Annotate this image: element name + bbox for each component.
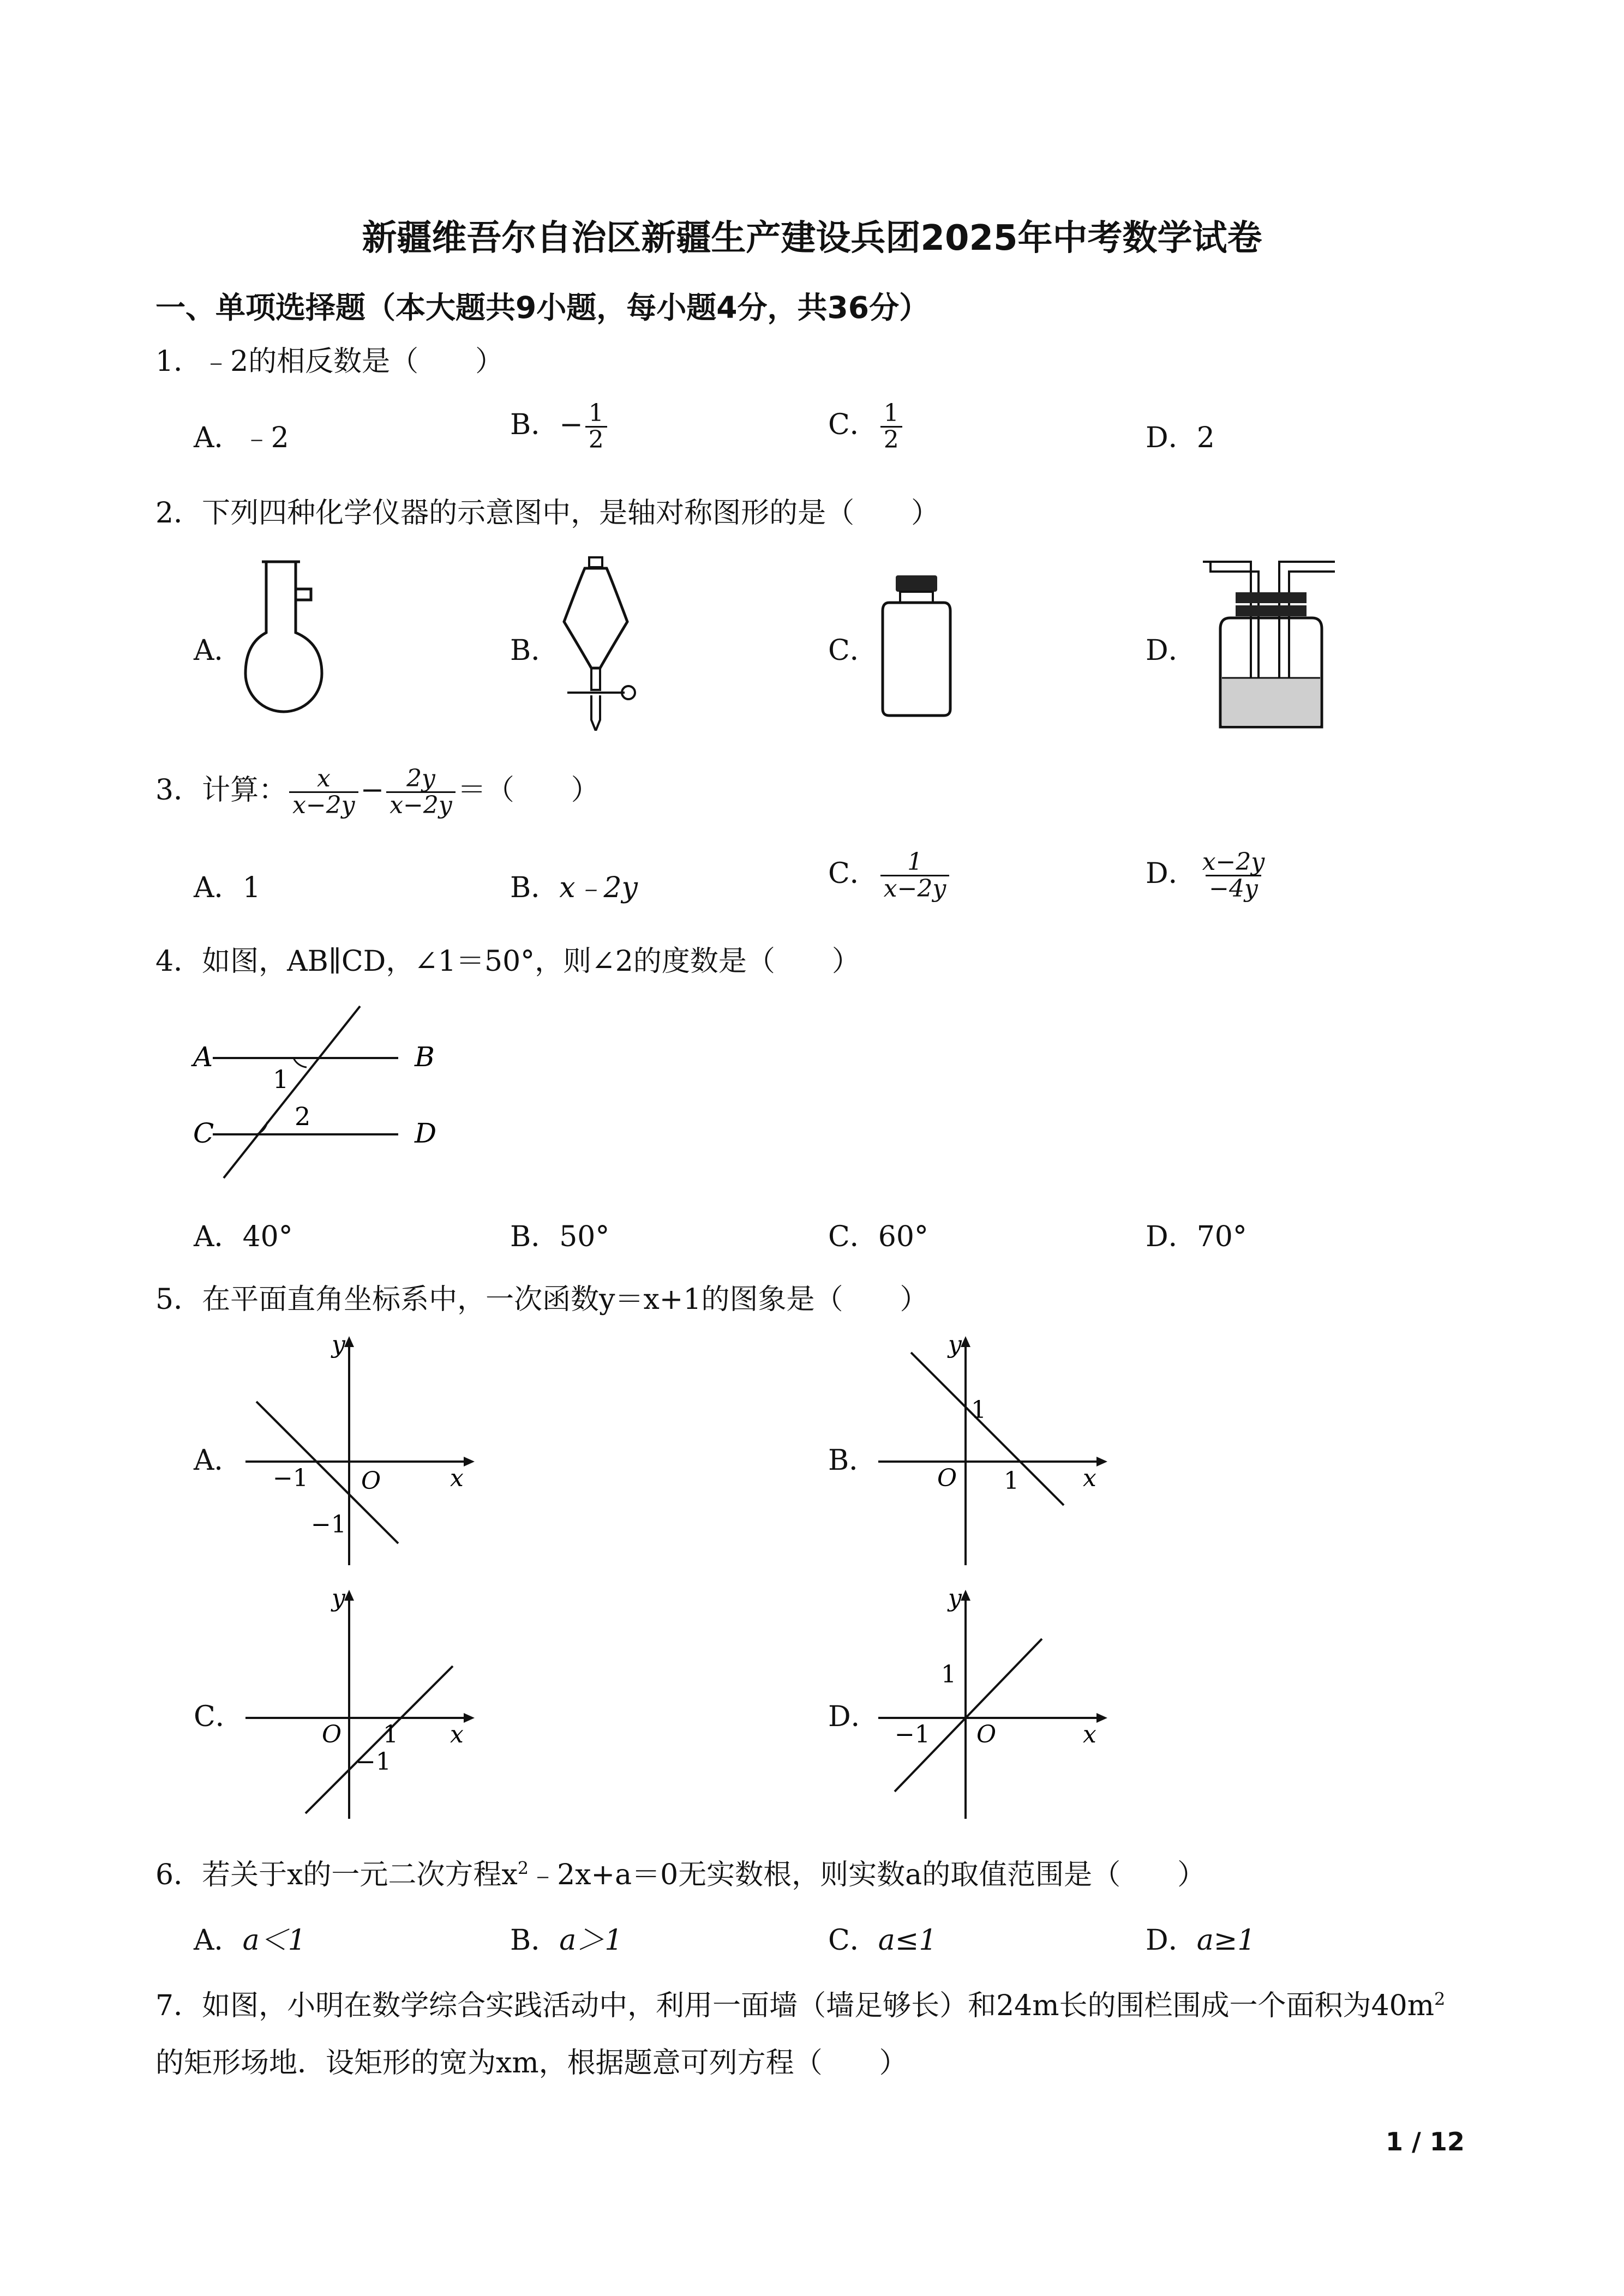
q3-option-b: B．x﹣2y bbox=[510, 871, 638, 904]
q6-option-d: D．a≥1 bbox=[1146, 1924, 1256, 1957]
separatory-funnel-figure bbox=[546, 556, 655, 731]
question-4-stem: 4．如图，AB∥CD，∠1＝50°，则∠2的度数是（ ） bbox=[155, 945, 860, 978]
q2-label-d: D． bbox=[1146, 634, 1197, 667]
q5-label-b: B． bbox=[828, 1444, 878, 1477]
q3-option-c: C． $\frac{1}{x-2y}$ bbox=[828, 850, 951, 901]
q4-option-b: B．50° bbox=[510, 1221, 610, 1253]
question-3-stem: 3．计算： $\frac{x}{x-2y}$ − $\frac{2y}{x-2y}$ ＝（ ） bbox=[155, 765, 600, 820]
q6-option-b: B．a＞1 bbox=[510, 1924, 623, 1957]
q6-option-c: C．a≤1 bbox=[828, 1924, 937, 1957]
svg-text:−1: −1 bbox=[311, 1511, 346, 1538]
round-flask-figure bbox=[235, 556, 344, 720]
q3-option-d: D． $\frac{x-2y}{-4y}$ bbox=[1146, 848, 1265, 903]
q6-option-a: A．a＜1 bbox=[194, 1924, 306, 1957]
q3-option-a: A．1 bbox=[194, 871, 261, 904]
svg-text:O: O bbox=[322, 1721, 342, 1748]
q1-option-d: D．2 bbox=[1146, 422, 1215, 454]
graph-a bbox=[240, 1331, 480, 1571]
page-title: 新疆维吾尔自治区新疆生产建设兵团2025年中考数学试卷 bbox=[362, 218, 1262, 259]
q1-option-b: B．− $\frac{1}{2}$ bbox=[510, 401, 609, 453]
angle-2-label: 2 bbox=[295, 1102, 311, 1131]
graph-c bbox=[240, 1584, 480, 1824]
question-7-line-1: 7．如图，小明在数学综合实践活动中，利用一面墙（墙足够长）和24m长的围栏围成一个面积为$40m^2$ bbox=[155, 1988, 1446, 2022]
question-1-stem: 1．﹣2的相反数是（ ） bbox=[155, 345, 504, 378]
svg-text:O: O bbox=[976, 1721, 997, 1748]
svg-text:1: 1 bbox=[383, 1721, 398, 1748]
q5-label-a: A． bbox=[194, 1444, 243, 1477]
question-2-stem: 2．下列四种化学仪器的示意图中，是轴对称图形的是（ ） bbox=[155, 497, 940, 530]
svg-text:1: 1 bbox=[971, 1396, 986, 1424]
section-heading: 一、单项选择题（本大题共9小题，每小题4分，共36分） bbox=[155, 290, 930, 325]
point-a-label: A bbox=[193, 1041, 213, 1073]
svg-text:1: 1 bbox=[1004, 1467, 1019, 1495]
graph-d bbox=[873, 1584, 1113, 1824]
q2-label-b: B． bbox=[510, 634, 560, 667]
svg-text:y: y bbox=[948, 1331, 962, 1359]
q4-option-a: A．40° bbox=[194, 1221, 293, 1253]
q4-option-c: C．60° bbox=[828, 1221, 928, 1253]
q1-option-c: C． $\frac{1}{2}$ bbox=[828, 401, 904, 453]
q1-option-a: A．﹣2 bbox=[194, 422, 289, 454]
svg-text:x: x bbox=[1083, 1464, 1096, 1492]
q2-label-a: A． bbox=[194, 634, 243, 667]
gas-washing-bottle-figure bbox=[1197, 555, 1339, 735]
svg-text:−1: −1 bbox=[273, 1464, 308, 1492]
graph-b bbox=[873, 1331, 1113, 1571]
question-7-line-2: 的矩形场地．设矩形的宽为xm，根据题意可列方程（ ） bbox=[155, 2047, 908, 2079]
svg-text:y: y bbox=[948, 1584, 962, 1612]
point-d-label: D bbox=[415, 1117, 437, 1149]
point-b-label: B bbox=[415, 1041, 435, 1073]
svg-text:−1: −1 bbox=[895, 1721, 930, 1748]
parallel-lines-figure bbox=[191, 1001, 442, 1186]
question-6-stem: 6．若关于x的一元二次方程$x^2﹣2x+a=0$无实数根，则实数a的取值范围是（ ） bbox=[155, 1858, 1206, 1891]
svg-text:O: O bbox=[361, 1467, 381, 1495]
svg-text:x: x bbox=[1083, 1721, 1096, 1748]
svg-text:x: x bbox=[450, 1721, 464, 1748]
angle-1-label: 1 bbox=[273, 1065, 289, 1094]
svg-text:O: O bbox=[937, 1464, 957, 1492]
svg-text:x: x bbox=[450, 1464, 464, 1492]
point-c-label: C bbox=[193, 1117, 214, 1149]
svg-text:1: 1 bbox=[941, 1661, 956, 1688]
question-5-stem: 5．在平面直角坐标系中，一次函数y＝x+1的图象是（ ） bbox=[155, 1283, 928, 1316]
svg-text:y: y bbox=[332, 1331, 345, 1359]
svg-text:y: y bbox=[332, 1584, 345, 1612]
reagent-bottle-figure bbox=[873, 573, 960, 720]
q4-option-d: D．70° bbox=[1146, 1221, 1247, 1253]
svg-text:−1: −1 bbox=[356, 1748, 391, 1776]
q2-label-c: C． bbox=[828, 634, 878, 667]
q5-label-d: D． bbox=[828, 1700, 879, 1733]
page-number: 1 / 12 bbox=[1386, 2127, 1465, 2156]
q5-label-c: C． bbox=[194, 1700, 244, 1733]
